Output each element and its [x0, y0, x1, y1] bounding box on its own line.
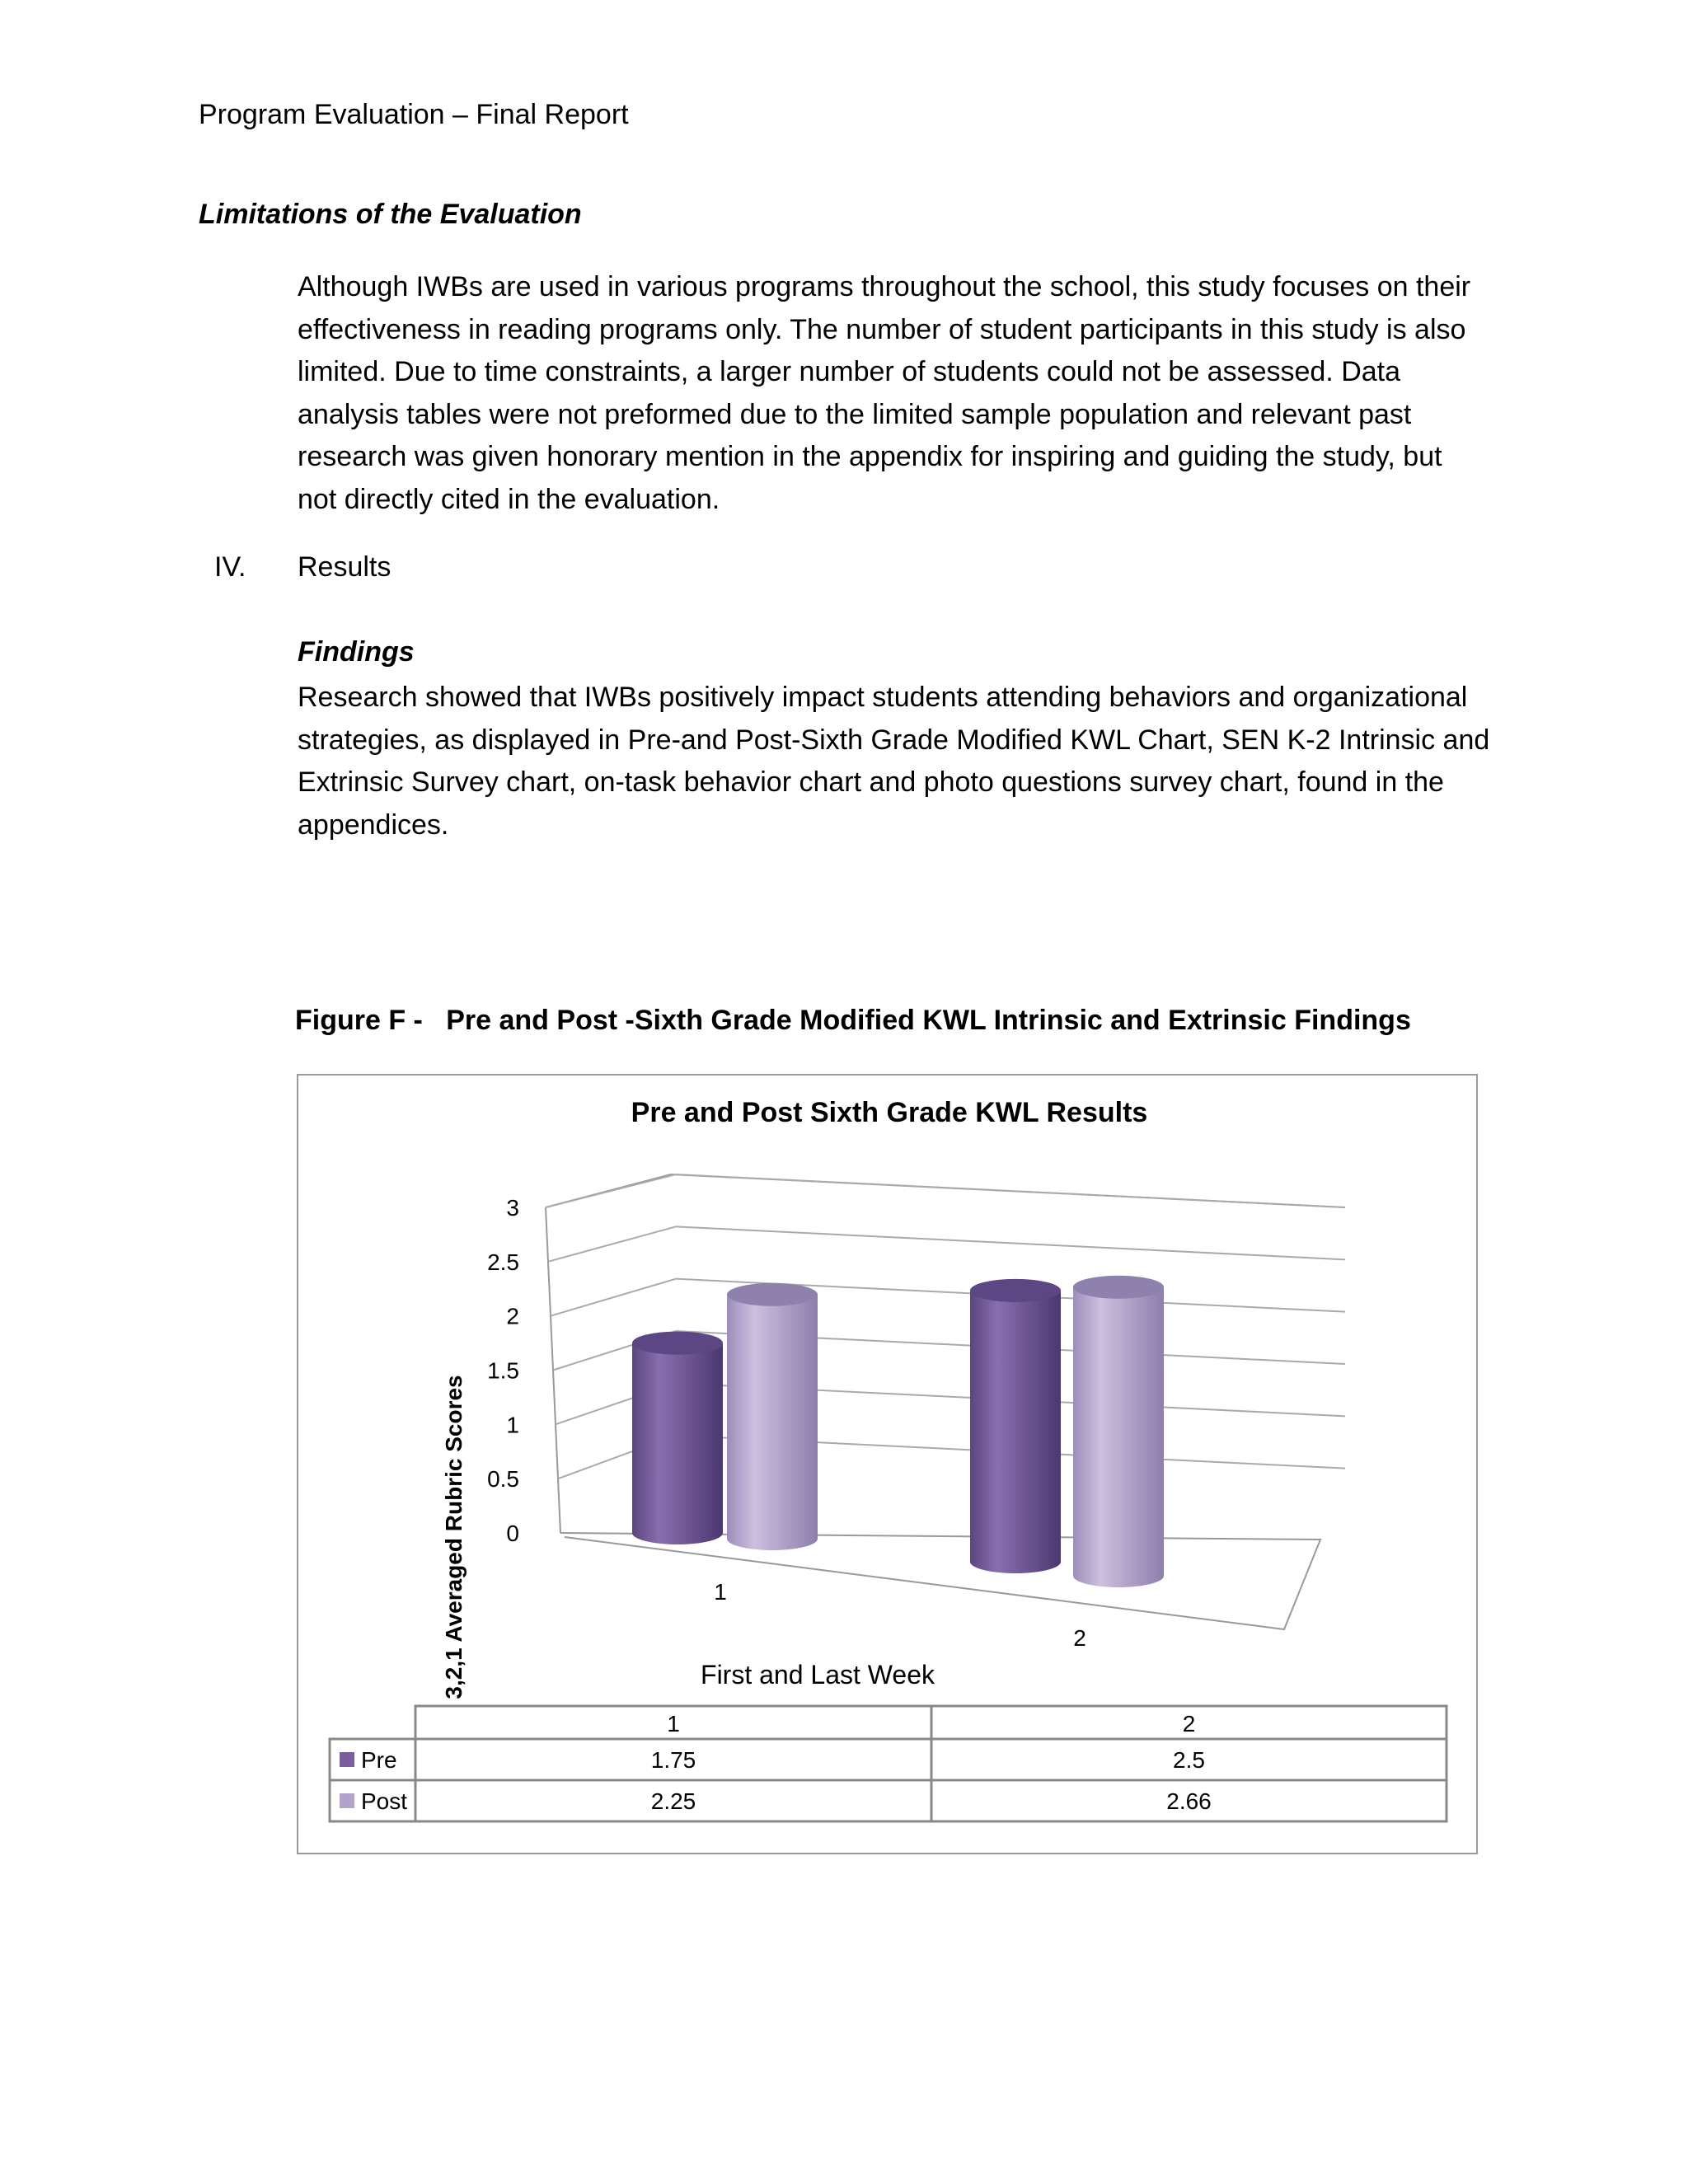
- y-tick-label: 2: [506, 1303, 519, 1329]
- results-heading: Results: [298, 551, 392, 583]
- legend-label: Post: [361, 1788, 408, 1814]
- limitations-paragraph: [298, 266, 1470, 521]
- limitations-line: analysis tables were not preformed due to the limited sample population and relevant past: [298, 398, 1412, 430]
- limitations-line: research was given honorary mention in the appendix for inspiring and guiding the study, but: [298, 441, 1442, 472]
- y-tick-label: 1: [506, 1412, 519, 1438]
- y-tick-label: 1.5: [487, 1357, 519, 1384]
- gridline-left: [546, 1174, 676, 1207]
- table-column-header: 1: [667, 1711, 680, 1736]
- table-column-header: 2: [1182, 1711, 1196, 1736]
- legend-label: Pre: [361, 1747, 397, 1773]
- table-value: 2.66: [1166, 1788, 1212, 1814]
- cylinder-body: [1073, 1287, 1164, 1587]
- page-header: Program Evaluation – Final Report: [199, 99, 629, 130]
- figure-label: Figure F -: [295, 1005, 423, 1036]
- gridline-left: [551, 1279, 676, 1316]
- limitations-line: Although IWBs are used in various programs throughout the school, this study focuses on their: [298, 271, 1471, 302]
- chart-title: Pre and Post Sixth Grade KWL Results: [631, 1097, 1148, 1128]
- table-value: 2.5: [1173, 1747, 1205, 1773]
- cylinder-body: [727, 1295, 818, 1550]
- gridline-left: [548, 1226, 676, 1262]
- results-numeral: IV.: [214, 551, 246, 583]
- x-axis-ticks: [714, 1579, 1086, 1651]
- y-axis-ticks: [487, 1195, 519, 1546]
- findings-line: Extrinsic Survey chart, on-task behavior chart and photo questions survey chart, found in the: [298, 766, 1444, 798]
- chart-bars: [632, 1276, 1164, 1587]
- cylinder-top: [727, 1283, 818, 1306]
- cylinder-top: [970, 1279, 1061, 1302]
- x-tick-label: 2: [1073, 1625, 1086, 1651]
- x-axis-label: First and Last Week: [701, 1660, 935, 1690]
- cylinder-top: [1073, 1276, 1164, 1299]
- x-tick-label: 1: [714, 1579, 727, 1605]
- table-value: 1.75: [650, 1747, 696, 1773]
- limitations-line: limited. Due to time constraints, a larger number of students could not be assessed. Data: [298, 356, 1401, 387]
- figure-title: Pre and Post -Sixth Grade Modified KWL Intrinsic and Extrinsic Findings: [446, 1005, 1411, 1036]
- findings-line: Research showed that IWBs positively impact students attending behaviors and organizational: [298, 682, 1468, 713]
- y-tick-label: 0: [506, 1521, 519, 1546]
- legend-swatch: [340, 1793, 354, 1808]
- cylinder-top: [632, 1332, 723, 1355]
- data-table: [330, 1706, 1447, 1821]
- findings-paragraph: [298, 677, 1489, 846]
- limitations-line: not directly cited in the evaluation.: [298, 483, 720, 515]
- kwl-chart: [298, 1076, 1476, 1853]
- y-tick-label: 2.5: [487, 1249, 519, 1275]
- cylinder-body: [632, 1343, 723, 1544]
- findings-heading: Findings: [298, 636, 415, 668]
- findings-line: strategies, as displayed in Pre-and Post-Sixth Grade Modified KWL Chart, SEN K-2 Intrinsic and: [298, 724, 1490, 756]
- chart-frame: [297, 1074, 1478, 1854]
- table-value: 2.25: [650, 1788, 696, 1814]
- findings-line: appendices.: [298, 808, 449, 841]
- legend-swatch: [340, 1752, 354, 1767]
- floor-edge: [560, 1533, 1320, 1629]
- figure-caption: [295, 1005, 1411, 1037]
- limitations-line: effectiveness in reading programs only. The number of student participants in this study is also: [298, 313, 1466, 345]
- limitations-heading: Limitations of the Evaluation: [199, 199, 582, 230]
- y-axis-label: 3,2,1 Averaged Rubric Scores: [441, 1375, 467, 1699]
- y-tick-label: 0.5: [487, 1466, 519, 1493]
- gridline-back: [676, 1174, 1345, 1207]
- cylinder-body: [970, 1291, 1061, 1573]
- y-tick-label: 3: [506, 1195, 519, 1221]
- gridline-back: [676, 1226, 1345, 1259]
